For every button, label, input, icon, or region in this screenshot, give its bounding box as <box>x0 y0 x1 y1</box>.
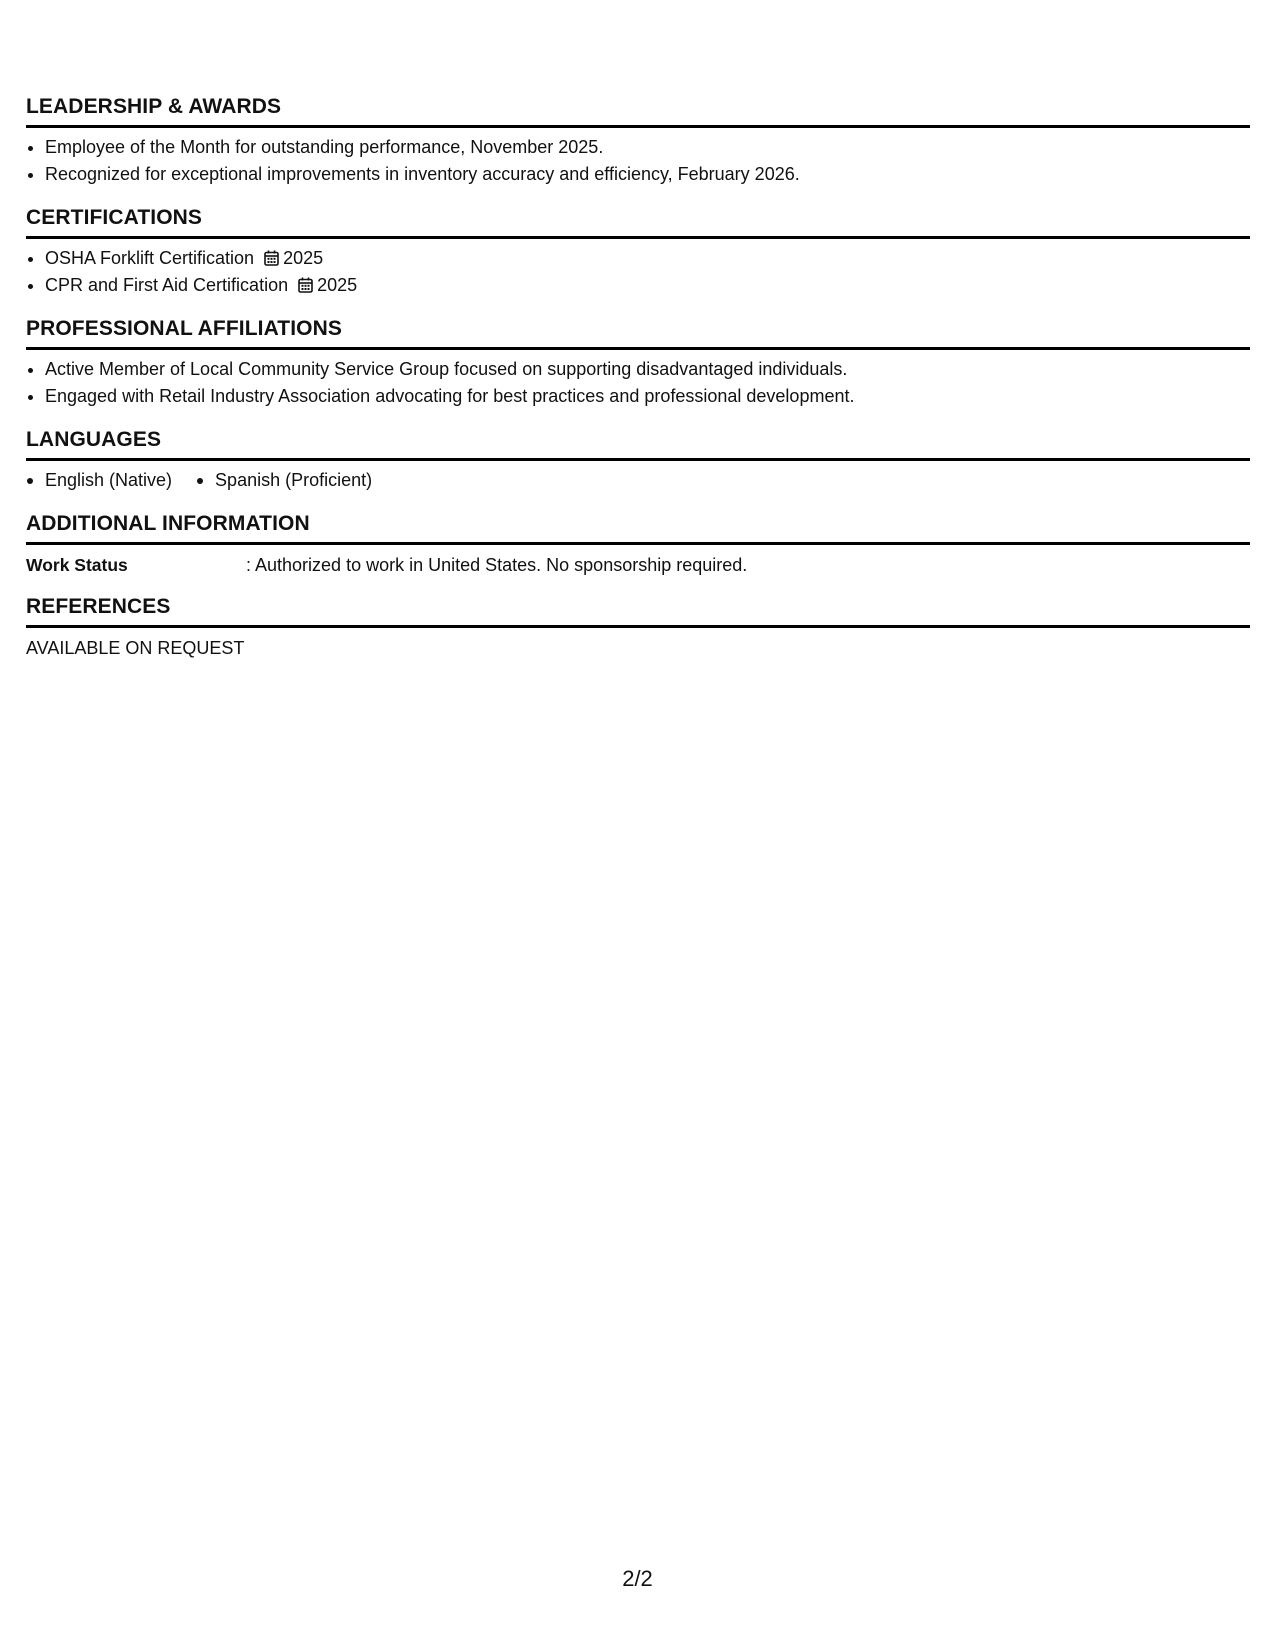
certification-year: 2025 <box>317 275 358 295</box>
section-languages <box>26 427 1250 494</box>
certifications-list <box>26 245 1250 299</box>
section-professional-affiliations <box>26 316 1250 410</box>
section-title: PROFESSIONAL AFFILIATIONS <box>26 316 1250 350</box>
leadership-list <box>26 134 1250 188</box>
section-title: LEADERSHIP & AWARDS <box>26 94 1250 128</box>
certification-name: OSHA Forklift Certification <box>45 248 255 268</box>
info-value: : Authorized to work in United States. No sponsorship required. <box>246 555 748 575</box>
resume-page <box>26 94 1250 677</box>
page-number: 2/2 <box>622 1566 653 1591</box>
list-item: • Engaged with Retail Industry Association advocating for best practices and professional development. <box>45 383 1250 410</box>
section-title: REFERENCES <box>26 594 1250 628</box>
list-item: • Active Member of Local Community Service Group focused on supporting disadvantaged individuals. <box>45 356 1250 383</box>
work-status-row <box>26 553 1250 577</box>
certification-year: 2025 <box>283 248 324 268</box>
info-label: Work Status <box>26 555 128 575</box>
list-item: • Recognized for exceptional improvements in inventory accuracy and efficiency, February 2026. <box>45 161 1250 188</box>
list-item <box>45 245 1250 272</box>
section-title: LANGUAGES <box>26 427 1250 461</box>
section-title: CERTIFICATIONS <box>26 205 1250 239</box>
languages-list <box>26 467 1250 494</box>
section-title: ADDITIONAL INFORMATION <box>26 511 1250 545</box>
section-certifications <box>26 205 1250 299</box>
language-item: English (Native) <box>26 467 172 494</box>
list-item: • Employee of the Month for outstanding performance, November 2025. <box>45 134 1250 161</box>
list-item <box>45 272 1250 299</box>
section-leadership-awards <box>26 94 1250 188</box>
language-item: Spanish (Proficient) <box>196 467 372 494</box>
section-references <box>26 594 1250 660</box>
calendar-icon <box>264 250 279 266</box>
affiliations-list <box>26 356 1250 410</box>
section-additional-information <box>26 511 1250 577</box>
certification-name: CPR and First Aid Certification <box>45 275 289 295</box>
calendar-icon <box>298 277 313 293</box>
references-text: AVAILABLE ON REQUEST <box>26 638 245 658</box>
